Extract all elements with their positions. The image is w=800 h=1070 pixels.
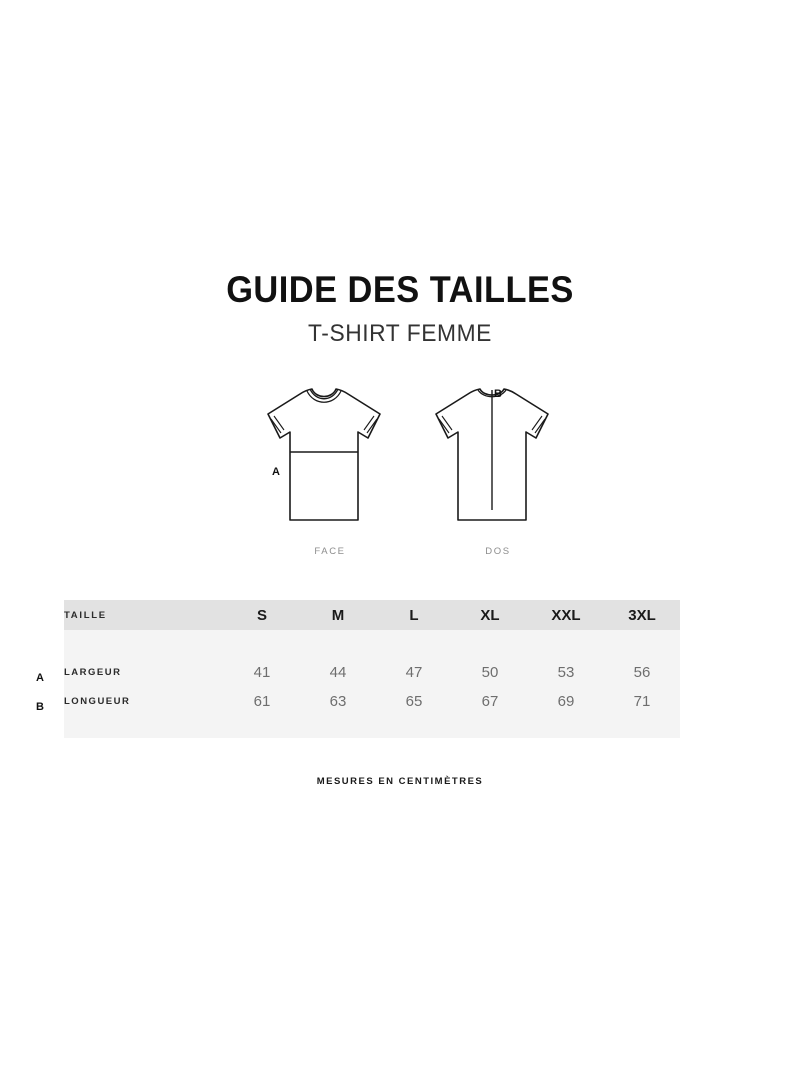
largeur-m: 44 xyxy=(300,658,376,687)
tshirt-front-illustration xyxy=(240,380,420,540)
largeur-3xl: 56 xyxy=(604,658,680,687)
largeur-l: 47 xyxy=(376,658,452,687)
header-taille: TAILLE xyxy=(64,600,148,630)
largeur-xl: 50 xyxy=(452,658,528,687)
largeur-xxl: 53 xyxy=(528,658,604,687)
row-label-largeur: LARGEUR xyxy=(64,658,148,687)
marker-a-front: A xyxy=(272,466,280,478)
header-size-3xl: 3XL xyxy=(604,600,680,630)
row-tail xyxy=(680,658,764,687)
header-spacer xyxy=(148,600,224,630)
page-subtitle: T-SHIRT FEMME xyxy=(308,320,492,347)
row-marker-b: B xyxy=(36,701,44,713)
table-header-row xyxy=(64,600,764,630)
longueur-m: 63 xyxy=(300,687,376,716)
page-title: GUIDE DES TAILLES xyxy=(226,269,574,310)
header-size-m: M xyxy=(300,600,376,630)
row-marker-a: A xyxy=(36,672,44,684)
longueur-xxl: 69 xyxy=(528,687,604,716)
longueur-l: 65 xyxy=(376,687,452,716)
header-tail xyxy=(680,600,764,630)
size-table xyxy=(64,600,764,738)
marker-b-back: B xyxy=(494,388,502,400)
row-spacer xyxy=(148,687,224,716)
table-row xyxy=(64,687,764,716)
longueur-s: 61 xyxy=(224,687,300,716)
tshirt-back-illustration xyxy=(408,380,588,540)
row-tail xyxy=(680,687,764,716)
title-block xyxy=(0,268,800,348)
header-size-xxl: XXL xyxy=(528,600,604,630)
table-row xyxy=(64,658,764,687)
header-size-s: S xyxy=(224,600,300,630)
header-size-l: L xyxy=(376,600,452,630)
longueur-3xl: 71 xyxy=(604,687,680,716)
garment-illustrations xyxy=(0,380,800,570)
row-spacer xyxy=(148,658,224,687)
caption-front: FACE xyxy=(314,546,346,557)
largeur-s: 41 xyxy=(224,658,300,687)
header-size-xl: XL xyxy=(452,600,528,630)
caption-back: DOS xyxy=(485,546,511,557)
size-table-wrapper xyxy=(64,600,764,738)
longueur-xl: 67 xyxy=(452,687,528,716)
measurement-units-note: MESURES EN CENTIMÈTRES xyxy=(316,776,484,787)
row-label-longueur: LONGUEUR xyxy=(64,687,148,716)
table-bottom-padding xyxy=(64,716,764,738)
table-spacer-row xyxy=(64,630,764,658)
illustration-captions xyxy=(0,546,800,566)
